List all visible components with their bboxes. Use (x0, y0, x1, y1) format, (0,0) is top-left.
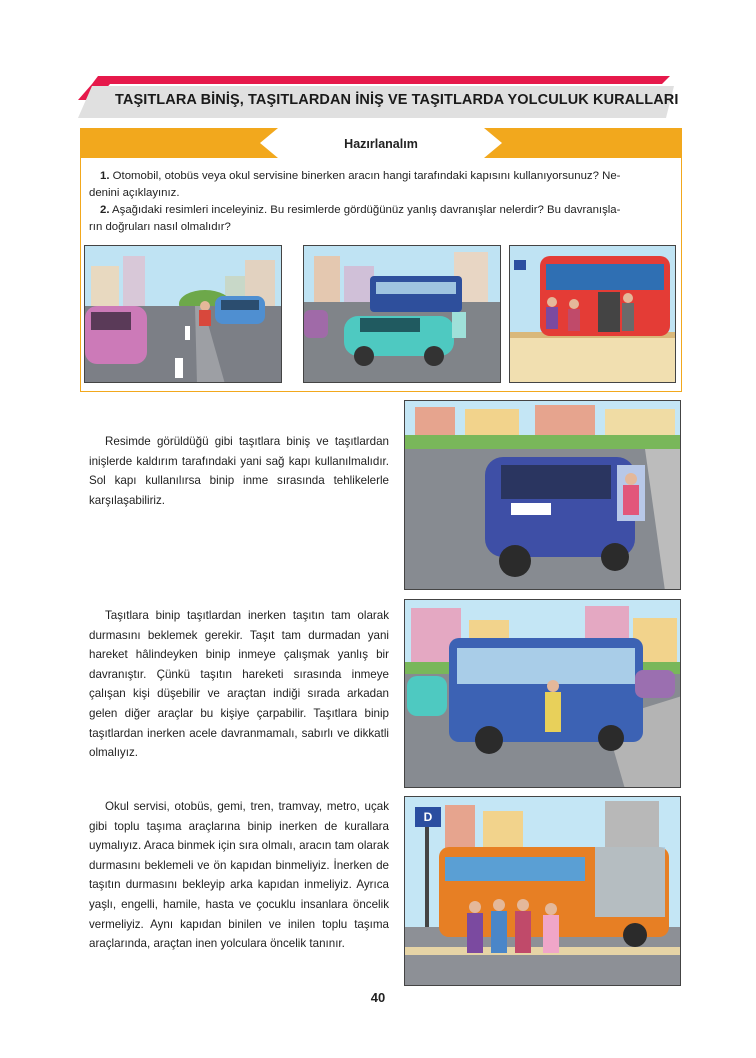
prep-image-bus-crowd (509, 245, 676, 383)
prep-image-car-road (84, 245, 282, 383)
prep-title: Hazırlanalım (344, 137, 418, 151)
bus-stop-sign: D (423, 810, 433, 824)
paragraph-public-transport: Okul servisi, otobüs, gemi, tren, tramvay, metro, uçak gibi toplu taşıma araçlarına binip inerken de kurallara uymalıyız. Araca binmek için sıra olmalı, aracın tam olarak durmasını beklemeli ve ön kapıdan binmeliyiz. İnerken de taşıtın durmasını bekleyip arka kapıdan inmeliyiz. Ayrıca yaşlı, engelli, hamile, hasta ve çocuklu insanlara öncelik vermeliyiz. Aynı kapıdan binilen ve inilen toplu taşıma araçlarında, araçtan inen yolculara öncelik tanınır. (89, 800, 389, 951)
paragraph-right-door: Resimde görüldüğü gibi taşıtlara biniş ve taşıtlardan inişlerde kaldırım tarafındaki yani sağ kapı kullanılmalıdır. Sol kapı kullanılırsa binip inme sırasında tehlikelerle karşılaşabiliriz. (89, 435, 389, 507)
question-2-text-a: Aşağıdaki resimleri inceleyiniz. Bu resimlerde gördüğünüz yanlış davranışlar nelerdir? Bu davranışla- (112, 204, 621, 216)
image-van-right-door (404, 400, 681, 590)
page-number: 40 (370, 990, 386, 1005)
image-minibus-moving (404, 599, 681, 788)
question-1-number: 1. (100, 170, 110, 182)
question-2-number: 2. (100, 204, 110, 216)
prep-image-street-side-door (303, 245, 501, 383)
question-1 (100, 168, 672, 185)
question-2-cont: rın doğruları nasıl olmalıdır? (89, 221, 231, 233)
image-bus-stop-queue (404, 796, 681, 986)
question-1-text-a: Otomobil, otobüs veya okul servisine binerken aracın hangi tarafındaki kapısını kullanıyorsunuz? Ne- (112, 170, 621, 182)
paragraph-wait-stop: Taşıtlara binip taşıtlardan inerken taşıtın tam olarak durmasını beklemek gerekir. Taşıt tam durmadan yani hareket hâlindeyken binip inmeye çalışmak yanlış bir davranıştır. Çünkü taşıtın hareketi sırasında inmeye çalışan kişi düşebilir ve araçtan indiği sırada arkadan gelen diğer araçlar bu kişiye çarpabilir. Taşıtlara binip taşıtlardan inerken acele davranmamalı, sabırlı ve dikkatli olmalıyız. (89, 609, 389, 760)
page-title: TAŞITLARA BİNİŞ, TAŞITLARDAN İNİŞ VE TAŞITLARDA YOLCULUK KURALLARI (115, 92, 679, 108)
prep-tab (80, 128, 682, 162)
title-banner (70, 72, 680, 124)
question-2 (100, 202, 672, 219)
question-1-cont: denini açıklayınız. (89, 187, 180, 199)
